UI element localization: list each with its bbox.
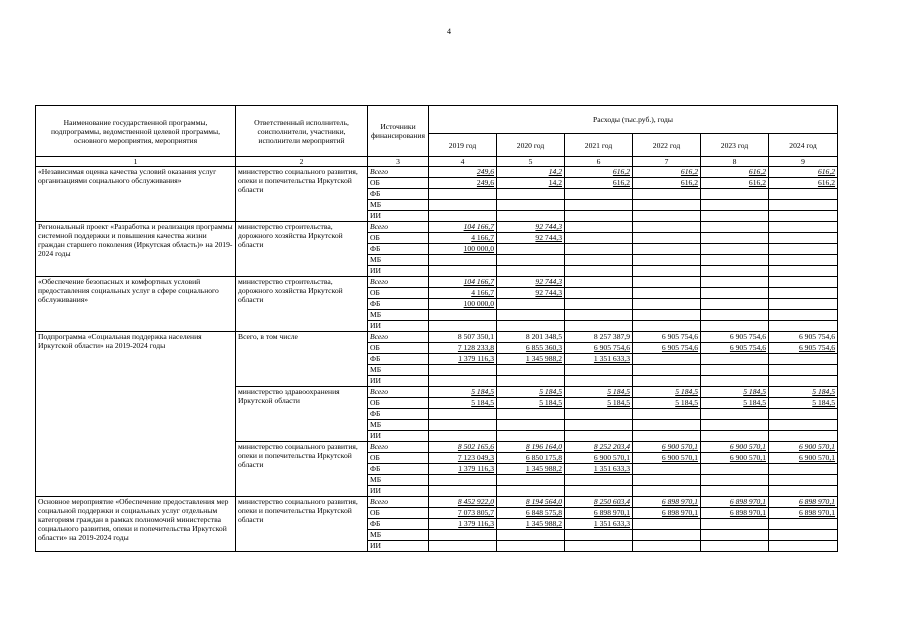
value-cell [565,255,633,266]
value-cell [633,354,701,365]
value-cell [769,530,838,541]
source-cell: Всего [368,442,429,453]
value-cell: 6 898 970,1 [701,508,769,519]
value-cell [497,420,565,431]
source-cell: ОБ [368,398,429,409]
source-cell: ИИ [368,211,429,222]
table-row [36,277,838,288]
value-cell: 616,2 [565,178,633,189]
value-cell: 6 905 754,6 [701,332,769,343]
value-cell [565,365,633,376]
source-cell: ОБ [368,343,429,354]
program-name: Региональный проект «Разработка и реализация программы системной поддержки и повышения качества жизни граждан старшего поколения (Иркутская область)» на 2019-2024 годы [36,222,236,277]
value-cell [633,277,701,288]
source-cell: ОБ [368,508,429,519]
value-cell: 6 905 754,6 [565,343,633,354]
value-cell: 1 379 116,3 [429,354,497,365]
value-cell [633,486,701,497]
value-cell [701,255,769,266]
value-cell [769,211,838,222]
source-cell: МБ [368,255,429,266]
value-cell: 1 379 116,3 [429,464,497,475]
value-cell [565,420,633,431]
value-cell: 5 184,5 [701,387,769,398]
value-cell [497,255,565,266]
value-cell [769,365,838,376]
source-cell: Всего [368,497,429,508]
value-cell [429,310,497,321]
executor-cell: министерство социального развития, опеки и попечительства Иркутской области [236,497,368,552]
value-cell [701,222,769,233]
table-row [36,167,838,178]
column-number: 2 [236,157,368,167]
value-cell [429,475,497,486]
value-cell [701,541,769,552]
value-cell: 6 905 754,6 [633,343,701,354]
value-cell: 6 900 570,1 [701,453,769,464]
value-cell: 249,6 [429,167,497,178]
source-cell: Всего [368,277,429,288]
header-year: 2019 год [429,134,497,157]
value-cell [565,431,633,442]
value-cell [633,211,701,222]
value-cell [633,244,701,255]
source-cell: ИИ [368,266,429,277]
source-cell: Всего [368,167,429,178]
value-cell [633,310,701,321]
value-cell [429,211,497,222]
value-cell: 100 000,0 [429,244,497,255]
value-cell: 6 900 570,1 [769,453,838,464]
value-cell [429,376,497,387]
value-cell: 8 250 603,4 [565,497,633,508]
value-cell: 6 855 360,3 [497,343,565,354]
value-cell [497,310,565,321]
source-cell: ФБ [368,244,429,255]
value-cell: 616,2 [633,167,701,178]
column-number: 9 [769,157,838,167]
value-cell [565,486,633,497]
value-cell [701,233,769,244]
value-cell [769,244,838,255]
source-cell: ИИ [368,541,429,552]
value-cell: 6 900 570,1 [565,453,633,464]
value-cell [429,365,497,376]
value-cell [633,519,701,530]
executor-cell: министерство здравоохранения Иркутской области [236,387,368,442]
source-cell: Всего [368,222,429,233]
value-cell [769,376,838,387]
value-cell [497,376,565,387]
value-cell [633,431,701,442]
header-year: 2024 год [769,134,838,157]
value-cell [701,288,769,299]
program-name: Основное мероприятие «Обеспечение предоставления мер социальной поддержки и социальных услуг отдельным категориям граждан в рамках полномочий министерства социального развития, опеки и попечительства Иркутской области» на 2019-2024 годы [36,497,236,552]
value-cell [565,321,633,332]
value-cell [429,530,497,541]
value-cell [497,244,565,255]
value-cell [769,464,838,475]
value-cell [633,321,701,332]
header-year: 2022 год [633,134,701,157]
source-cell: МБ [368,530,429,541]
value-cell: 6 848 575,8 [497,508,565,519]
value-cell: 5 184,5 [497,387,565,398]
value-cell: 6 898 970,1 [701,497,769,508]
value-cell [769,277,838,288]
source-cell: ФБ [368,354,429,365]
page-number: 4 [447,27,451,36]
value-cell: 616,2 [769,178,838,189]
executor-cell: министерство строительства, дорожного хозяйства Иркутской области [236,277,368,332]
value-cell: 5 184,5 [565,387,633,398]
executor-cell: министерство социального развития, опеки и попечительства Иркутской области [236,167,368,222]
value-cell: 1 345 988,2 [497,464,565,475]
source-cell: МБ [368,475,429,486]
value-cell [429,431,497,442]
value-cell [769,255,838,266]
value-cell: 14,2 [497,178,565,189]
value-cell [633,255,701,266]
value-cell [769,299,838,310]
value-cell: 8 196 164,0 [497,442,565,453]
value-cell: 5 184,5 [769,398,838,409]
value-cell [429,541,497,552]
value-cell: 92 744,3 [497,288,565,299]
executor-cell: министерство строительства, дорожного хозяйства Иркутской области [236,222,368,277]
value-cell [701,244,769,255]
source-cell: Всего [368,332,429,343]
column-number: 1 [36,157,236,167]
source-cell: ОБ [368,178,429,189]
value-cell: 1 345 988,2 [497,354,565,365]
value-cell [701,266,769,277]
source-cell: ИИ [368,486,429,497]
value-cell: 8 194 564,0 [497,497,565,508]
value-cell: 7 123 049,3 [429,453,497,464]
value-cell [565,200,633,211]
value-cell [565,244,633,255]
value-cell: 104 166,7 [429,222,497,233]
value-cell [565,189,633,200]
value-cell: 5 184,5 [429,398,497,409]
value-cell [769,200,838,211]
value-cell [429,321,497,332]
value-cell: 1 379 116,3 [429,519,497,530]
value-cell [565,277,633,288]
value-cell [633,233,701,244]
value-cell: 92 744,3 [497,222,565,233]
value-cell: 14,2 [497,167,565,178]
value-cell [701,475,769,486]
source-cell: ОБ [368,233,429,244]
column-number: 8 [701,157,769,167]
value-cell [633,541,701,552]
value-cell [769,431,838,442]
column-number: 4 [429,157,497,167]
value-cell [701,321,769,332]
value-cell [429,189,497,200]
executor-cell: министерство социального развития, опеки и попечительства Иркутской области [236,442,368,497]
value-cell: 6 905 754,6 [633,332,701,343]
value-cell [429,255,497,266]
value-cell: 6 905 754,6 [701,343,769,354]
header-name: Наименование государственной программы, подпрограммы, ведомственной целевой программы, основного мероприятия, мероприятия [36,106,236,157]
value-cell: 249,6 [429,178,497,189]
value-cell [769,420,838,431]
value-cell [497,365,565,376]
value-cell [633,409,701,420]
value-cell: 6 900 570,1 [633,442,701,453]
value-cell [565,299,633,310]
value-cell: 6 905 754,6 [769,343,838,354]
value-cell [769,321,838,332]
value-cell [565,409,633,420]
value-cell [633,299,701,310]
value-cell: 5 184,5 [633,387,701,398]
header-source: Источники финансирования [368,106,429,157]
value-cell [565,288,633,299]
source-cell: ФБ [368,409,429,420]
header-executor: Ответственный исполнитель, соисполнители, участники, исполнители мероприятий [236,106,368,157]
value-cell [633,475,701,486]
value-cell: 616,2 [565,167,633,178]
value-cell [497,541,565,552]
value-cell [701,409,769,420]
program-name: Подпрограмма «Социальная поддержка населения Иркутской области» на 2019-2024 годы [36,332,236,497]
table-body [36,167,838,552]
value-cell: 6 898 970,1 [769,497,838,508]
source-cell: МБ [368,365,429,376]
value-cell [633,288,701,299]
value-cell [701,376,769,387]
column-number: 7 [633,157,701,167]
value-cell [565,530,633,541]
source-cell: ОБ [368,453,429,464]
value-cell: 5 184,5 [565,398,633,409]
value-cell [769,233,838,244]
column-number: 3 [368,157,429,167]
value-cell [429,266,497,277]
value-cell: 92 744,3 [497,233,565,244]
value-cell [701,299,769,310]
executor-cell: Всего, в том числе [236,332,368,387]
value-cell: 6 898 970,1 [565,508,633,519]
table-row [36,332,838,343]
value-cell [497,189,565,200]
value-cell: 1 351 633,3 [565,354,633,365]
value-cell [701,277,769,288]
value-cell [769,541,838,552]
value-cell [429,200,497,211]
value-cell [701,486,769,497]
value-cell [497,409,565,420]
value-cell: 4 166,7 [429,233,497,244]
table-row [36,222,838,233]
value-cell: 6 850 175,8 [497,453,565,464]
value-cell [429,486,497,497]
value-cell [701,420,769,431]
header-year: 2020 год [497,134,565,157]
value-cell [429,409,497,420]
value-cell [633,365,701,376]
source-cell: ФБ [368,519,429,530]
value-cell [769,189,838,200]
value-cell [497,200,565,211]
column-number: 6 [565,157,633,167]
value-cell: 5 184,5 [633,398,701,409]
budget-table [35,105,838,552]
value-cell [497,475,565,486]
value-cell: 616,2 [769,167,838,178]
value-cell [565,233,633,244]
value-cell [769,266,838,277]
value-cell: 5 184,5 [701,398,769,409]
value-cell: 616,2 [701,178,769,189]
value-cell [701,365,769,376]
value-cell: 6 898 970,1 [633,497,701,508]
source-cell: МБ [368,200,429,211]
source-cell: ФБ [368,189,429,200]
value-cell [565,541,633,552]
source-cell: ИИ [368,376,429,387]
value-cell [497,266,565,277]
value-cell [701,354,769,365]
value-cell [497,211,565,222]
value-cell [633,376,701,387]
value-cell: 4 166,7 [429,288,497,299]
source-cell: ИИ [368,431,429,442]
value-cell: 8 252 203,4 [565,442,633,453]
value-cell [429,420,497,431]
value-cell: 5 184,5 [769,387,838,398]
value-cell: 8 507 350,1 [429,332,497,343]
value-cell [769,222,838,233]
value-cell [769,475,838,486]
value-cell [497,486,565,497]
value-cell [565,266,633,277]
value-cell: 7 128 233,8 [429,343,497,354]
value-cell [565,376,633,387]
source-cell: ФБ [368,299,429,310]
source-cell: ФБ [368,464,429,475]
value-cell: 616,2 [633,178,701,189]
value-cell: 8 452 922,0 [429,497,497,508]
source-cell: Всего [368,387,429,398]
value-cell [497,321,565,332]
value-cell [565,211,633,222]
value-cell: 8 502 165,6 [429,442,497,453]
value-cell [701,200,769,211]
value-cell [633,266,701,277]
value-cell: 6 900 570,1 [701,442,769,453]
value-cell: 6 898 970,1 [633,508,701,519]
source-cell: МБ [368,420,429,431]
value-cell [633,530,701,541]
header-year: 2021 год [565,134,633,157]
value-cell [497,299,565,310]
value-cell [769,486,838,497]
value-cell [633,464,701,475]
value-cell: 7 073 805,7 [429,508,497,519]
value-cell [701,519,769,530]
value-cell [769,310,838,321]
program-name: «Независимая оценка качества условий оказания услуг организациями социального обслуживания» [36,167,236,222]
value-cell: 1 351 633,3 [565,464,633,475]
value-cell: 8 257 387,9 [565,332,633,343]
value-cell: 6 898 970,1 [769,508,838,519]
value-cell [769,519,838,530]
value-cell [633,420,701,431]
table-row [36,497,838,508]
source-cell: МБ [368,310,429,321]
value-cell [565,310,633,321]
value-cell [701,189,769,200]
value-cell: 6 905 754,6 [769,332,838,343]
value-cell [701,431,769,442]
source-cell: ИИ [368,321,429,332]
value-cell [701,530,769,541]
value-cell [497,431,565,442]
value-cell: 616,2 [701,167,769,178]
header-costs: Расходы (тыс.руб.), годы [429,106,838,134]
value-cell [497,530,565,541]
value-cell: 5 184,5 [497,398,565,409]
value-cell: 104 166,7 [429,277,497,288]
value-cell [701,464,769,475]
value-cell [769,288,838,299]
value-cell [769,354,838,365]
value-cell: 100 000,0 [429,299,497,310]
value-cell [633,189,701,200]
value-cell: 92 744,3 [497,277,565,288]
value-cell [701,310,769,321]
value-cell: 6 900 570,1 [769,442,838,453]
value-cell: 6 900 570,1 [633,453,701,464]
header-year: 2023 год [701,134,769,157]
value-cell [565,222,633,233]
value-cell: 1 351 633,3 [565,519,633,530]
column-number: 5 [497,157,565,167]
value-cell [633,200,701,211]
source-cell: ОБ [368,288,429,299]
value-cell [701,211,769,222]
value-cell [769,409,838,420]
value-cell: 5 184,5 [429,387,497,398]
program-name: «Обеспечение безопасных и комфортных условий предоставления социальных услуг в сфере социального обслуживания» [36,277,236,332]
value-cell: 1 345 988,2 [497,519,565,530]
value-cell [633,222,701,233]
value-cell: 8 201 348,5 [497,332,565,343]
value-cell [565,475,633,486]
